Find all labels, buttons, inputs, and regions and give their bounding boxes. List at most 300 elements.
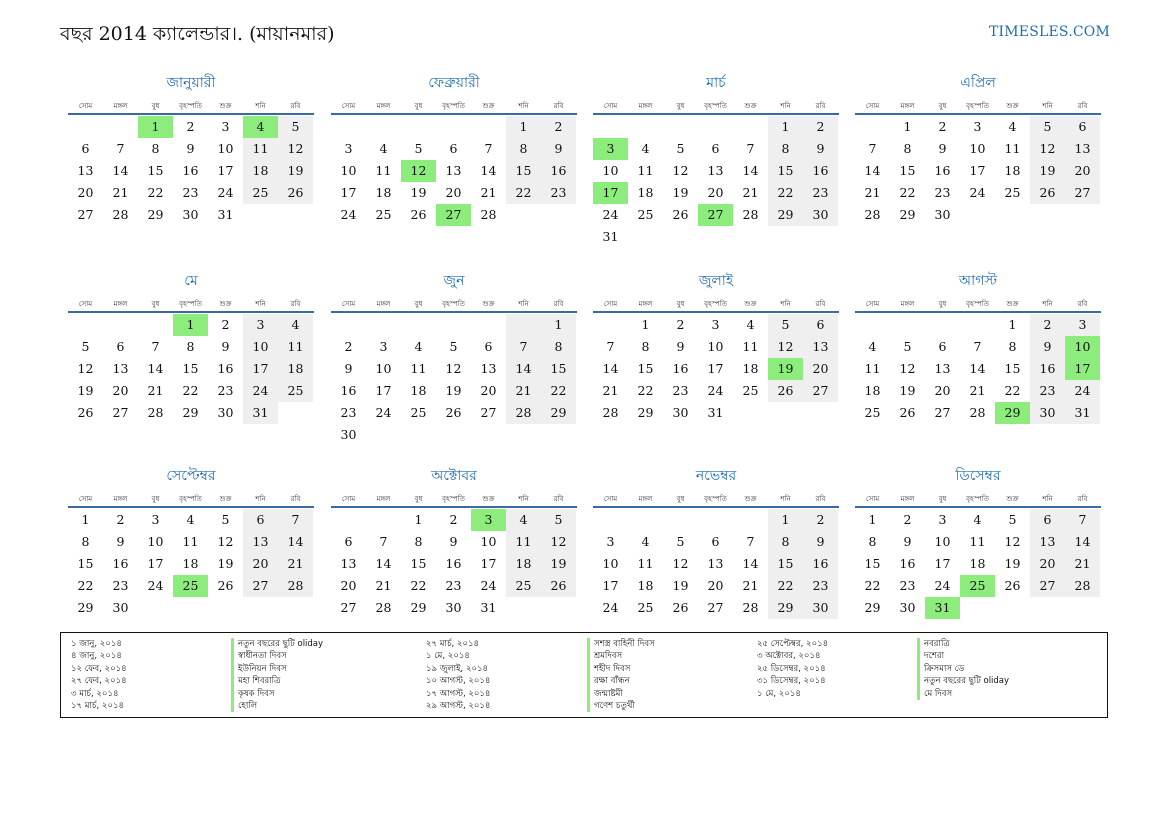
weekday-header — [68, 298, 314, 313]
day-cell: 17 — [1065, 358, 1100, 380]
day-cell: 8 — [768, 138, 803, 160]
weekday-label: সোম — [78, 102, 93, 110]
day-cell: 15 — [768, 553, 803, 575]
day-cell: 23 — [899, 578, 916, 593]
day-cell: 23 — [672, 383, 689, 398]
empty-day-cell — [401, 116, 436, 138]
weekday-header — [855, 493, 1101, 508]
weekday-label: সোম — [341, 102, 356, 110]
day-cell: 5 — [449, 339, 458, 354]
day-cell: 5 — [768, 314, 803, 336]
day-cell: 29 — [77, 600, 94, 615]
day-cell: 9 — [803, 138, 838, 160]
day-cell: 21 — [969, 383, 986, 398]
day-cell: 13 — [480, 361, 497, 376]
day-cell: 21 — [375, 578, 392, 593]
day-cell: 26 — [77, 405, 94, 420]
day-cell: 31 — [1065, 402, 1100, 424]
weekday-label: রবি — [1077, 495, 1088, 503]
weekday-label: শনি — [780, 495, 791, 503]
day-cell: 4 — [243, 116, 278, 138]
day-cell: 2 — [221, 317, 230, 332]
legend-names-col-2 — [587, 638, 655, 712]
day-cell: 29 — [637, 405, 654, 420]
legend-entry: মে দিবস — [917, 688, 1009, 700]
day-cell: 18 — [506, 553, 541, 575]
day-cell: 1 — [414, 512, 423, 527]
day-cell: 16 — [541, 160, 576, 182]
day-cell: 31 — [217, 207, 234, 222]
day-cell: 11 — [375, 163, 392, 178]
day-cell: 20 — [445, 185, 462, 200]
day-cell: 10 — [969, 141, 986, 156]
weekday-label: শনি — [1042, 102, 1053, 110]
day-cell: 3 — [711, 317, 720, 332]
empty-day-cell — [471, 116, 506, 138]
day-cell: 4 — [1008, 119, 1017, 134]
empty-day-cell — [628, 116, 663, 138]
weekday-label: শনি — [1042, 495, 1053, 503]
day-cell: 27 — [707, 600, 724, 615]
day-cell: 12 — [541, 531, 576, 553]
day-grid — [68, 116, 314, 226]
weekday-label: শনি — [518, 495, 529, 503]
day-cell: 7 — [484, 141, 493, 156]
day-cell: 8 — [151, 141, 160, 156]
day-grid — [68, 509, 314, 619]
day-cell: 22 — [637, 383, 654, 398]
day-grid — [855, 509, 1101, 619]
weekday-label: বৃহস্পতি — [179, 300, 202, 308]
day-cell: 15 — [637, 361, 654, 376]
day-cell: 3 — [471, 509, 506, 531]
day-cell: 3 — [1065, 314, 1100, 336]
day-cell: 11 — [506, 531, 541, 553]
day-cell: 27 — [934, 405, 951, 420]
day-cell: 28 — [506, 402, 541, 424]
day-cell: 4 — [641, 141, 650, 156]
day-grid — [68, 314, 314, 424]
weekday-label: শুক্র — [744, 495, 757, 503]
day-cell: 2 — [116, 512, 125, 527]
weekday-label: বৃহস্পতি — [704, 300, 727, 308]
empty-day-cell — [436, 116, 471, 138]
month-block — [593, 72, 839, 248]
day-cell: 15 — [506, 160, 541, 182]
day-cell: 13 — [803, 336, 838, 358]
day-cell: 6 — [116, 339, 125, 354]
day-cell: 19 — [217, 556, 234, 571]
day-cell: 24 — [969, 185, 986, 200]
day-cell: 27 — [1030, 575, 1065, 597]
day-cell: 15 — [410, 556, 427, 571]
day-cell: 27 — [436, 204, 471, 226]
weekday-label: রবি — [815, 495, 826, 503]
day-cell: 18 — [278, 358, 313, 380]
day-cell: 9 — [676, 339, 685, 354]
day-cell: 21 — [602, 383, 619, 398]
weekday-label: বৃহস্পতি — [179, 495, 202, 503]
day-cell: 1 — [173, 314, 208, 336]
weekday-label: বৃহস্পতি — [966, 102, 989, 110]
day-cell: 31 — [243, 402, 278, 424]
weekday-label: শুক্র — [482, 102, 495, 110]
day-cell: 3 — [151, 512, 160, 527]
day-cell: 11 — [182, 534, 199, 549]
day-cell: 12 — [672, 556, 689, 571]
empty-day-cell — [593, 509, 628, 531]
page-title: বছর 2014 ক্যালেন্ডার।. (মায়ানমার) — [60, 23, 335, 45]
day-cell: 27 — [1065, 182, 1100, 204]
weekday-label: মঙ্গল — [113, 300, 128, 308]
day-cell: 22 — [768, 575, 803, 597]
day-cell: 27 — [112, 405, 129, 420]
legend-entry: ৩ অক্টোবর, ২০১৪ — [757, 651, 821, 662]
day-cell: 10 — [480, 534, 497, 549]
day-cell: 4 — [746, 317, 755, 332]
day-cell: 31 — [925, 597, 960, 619]
legend-entry: হোলি — [231, 700, 323, 712]
day-cell: 23 — [217, 383, 234, 398]
day-cell: 15 — [182, 361, 199, 376]
day-cell: 22 — [182, 383, 199, 398]
day-cell: 22 — [410, 578, 427, 593]
day-cell: 20 — [803, 358, 838, 380]
day-cell: 18 — [637, 578, 654, 593]
month-name: এপ্রিল — [960, 75, 996, 91]
day-cell: 31 — [707, 405, 724, 420]
day-cell: 16 — [934, 163, 951, 178]
day-cell: 28 — [112, 207, 129, 222]
empty-day-cell — [698, 116, 733, 138]
day-cell: 1 — [768, 509, 803, 531]
day-cell: 30 — [672, 405, 689, 420]
month-name: অক্টোবর — [431, 468, 477, 484]
day-cell: 20 — [77, 185, 94, 200]
day-cell: 14 — [864, 163, 881, 178]
day-cell: 20 — [1065, 160, 1100, 182]
day-grid — [593, 314, 839, 424]
day-cell: 24 — [243, 380, 278, 402]
day-cell: 13 — [1065, 138, 1100, 160]
day-cell: 2 — [803, 509, 838, 531]
empty-day-cell — [401, 314, 436, 336]
empty-day-cell — [855, 314, 890, 336]
day-cell: 17 — [375, 383, 392, 398]
day-cell: 23 — [803, 575, 838, 597]
weekday-header — [331, 298, 577, 313]
day-cell: 9 — [541, 138, 576, 160]
day-cell: 22 — [541, 380, 576, 402]
day-cell: 19 — [1004, 556, 1021, 571]
month-name: জুলাই — [698, 273, 734, 289]
day-cell: 17 — [243, 358, 278, 380]
empty-day-cell — [138, 314, 173, 336]
weekday-label: শুক্র — [1006, 495, 1019, 503]
legend-names-col-1 — [231, 638, 323, 712]
day-cell: 13 — [340, 556, 357, 571]
day-cell: 1 — [541, 314, 576, 336]
day-cell: 21 — [480, 185, 497, 200]
day-cell: 28 — [969, 405, 986, 420]
day-cell: 26 — [541, 575, 576, 597]
day-cell: 2 — [938, 119, 947, 134]
legend-entry: নবরাত্রি — [917, 638, 1009, 650]
day-cell: 3 — [938, 512, 947, 527]
day-cell: 11 — [243, 138, 278, 160]
day-cell: 30 — [1030, 402, 1065, 424]
day-cell: 19 — [541, 553, 576, 575]
day-cell: 12 — [445, 361, 462, 376]
day-cell: 10 — [602, 556, 619, 571]
weekday-label: বুধ — [676, 495, 685, 503]
day-cell: 13 — [112, 361, 129, 376]
legend-entry: দশেরা — [917, 650, 1009, 662]
weekday-label: সোম — [341, 495, 356, 503]
day-cell: 5 — [676, 141, 685, 156]
day-cell: 10 — [217, 141, 234, 156]
legend-entry: ১৭ মার্চ, ২০১৪ — [71, 700, 125, 711]
weekday-label: শনি — [780, 300, 791, 308]
day-cell: 18 — [637, 185, 654, 200]
day-cell: 1 — [768, 116, 803, 138]
day-cell: 21 — [278, 553, 313, 575]
day-cell: 8 — [1008, 339, 1017, 354]
day-cell: 5 — [221, 512, 230, 527]
legend-entry: সশস্ত্র বাহিনী দিবস — [587, 638, 655, 650]
legend-entry: নতুন বছরের ছুটি oliday — [917, 675, 1009, 687]
day-cell: 13 — [934, 361, 951, 376]
day-cell: 10 — [1065, 336, 1100, 358]
weekday-label: বুধ — [676, 102, 685, 110]
day-cell: 12 — [768, 336, 803, 358]
empty-day-cell — [593, 116, 628, 138]
weekday-label: সোম — [865, 300, 880, 308]
month-block — [331, 465, 577, 619]
day-cell: 7 — [1065, 509, 1100, 531]
empty-day-cell — [855, 116, 890, 138]
weekday-header — [331, 493, 577, 508]
day-cell: 30 — [899, 600, 916, 615]
day-cell: 27 — [77, 207, 94, 222]
day-cell: 3 — [606, 534, 615, 549]
day-cell: 9 — [903, 534, 912, 549]
day-cell: 14 — [278, 531, 313, 553]
day-cell: 7 — [379, 534, 388, 549]
day-cell: 21 — [742, 578, 759, 593]
day-cell: 14 — [742, 556, 759, 571]
day-cell: 31 — [480, 600, 497, 615]
day-cell: 6 — [938, 339, 947, 354]
day-cell: 8 — [868, 534, 877, 549]
empty-day-cell — [366, 314, 401, 336]
day-cell: 14 — [602, 361, 619, 376]
day-cell: 6 — [1030, 509, 1065, 531]
day-grid — [593, 509, 839, 619]
day-cell: 2 — [676, 317, 685, 332]
day-cell: 23 — [1030, 380, 1065, 402]
empty-day-cell — [663, 509, 698, 531]
month-name: ফেব্রুয়ারী — [428, 75, 480, 91]
weekday-label: সোম — [603, 495, 618, 503]
weekday-label: রবি — [290, 495, 301, 503]
day-grid — [593, 116, 839, 248]
legend-entry: ২৫ সেপ্টেম্বর, ২০১৪ — [757, 639, 829, 649]
month-name: নভেম্বর — [695, 468, 737, 484]
day-cell: 20 — [340, 578, 357, 593]
day-cell: 14 — [1065, 531, 1100, 553]
legend-entry: ২৫ ডিসেম্বর, ২০১৪ — [757, 663, 826, 674]
day-cell: 29 — [768, 204, 803, 226]
day-cell: 24 — [602, 207, 619, 222]
weekday-label: শনি — [1042, 300, 1053, 308]
day-cell: 28 — [147, 405, 164, 420]
legend-entry: ক্রিসমাস ডে — [917, 663, 1009, 675]
weekday-label: মঙ্গল — [376, 102, 391, 110]
legend-dates-col-3 — [757, 638, 828, 700]
day-cell: 8 — [641, 339, 650, 354]
day-cell: 12 — [401, 160, 436, 182]
empty-day-cell — [506, 314, 541, 336]
day-cell: 28 — [742, 600, 759, 615]
day-cell: 14 — [969, 361, 986, 376]
day-cell: 13 — [1030, 531, 1065, 553]
weekday-label: বুধ — [414, 300, 423, 308]
day-cell: 29 — [147, 207, 164, 222]
day-cell: 22 — [768, 182, 803, 204]
day-cell: 13 — [707, 556, 724, 571]
day-cell: 16 — [112, 556, 129, 571]
legend-entry: রক্ষা বাঁন্ধন — [587, 675, 655, 687]
weekday-label: বৃহস্পতি — [704, 102, 727, 110]
legend-entry: মহা শিবরাত্রি — [231, 675, 323, 687]
day-cell: 27 — [803, 380, 838, 402]
day-cell: 17 — [217, 163, 234, 178]
legend-entry: ১ মে, ২০১৪ — [426, 651, 470, 662]
day-cell: 7 — [278, 509, 313, 531]
empty-day-cell — [436, 314, 471, 336]
month-block — [593, 270, 839, 424]
day-cell: 18 — [375, 185, 392, 200]
day-cell: 7 — [746, 534, 755, 549]
day-cell: 20 — [707, 185, 724, 200]
day-cell: 24 — [480, 578, 497, 593]
day-cell: 5 — [541, 509, 576, 531]
day-cell: 15 — [77, 556, 94, 571]
legend-entry: ২৭ ফেব, ২০১৪ — [71, 676, 127, 687]
day-cell: 30 — [803, 204, 838, 226]
day-cell: 13 — [707, 163, 724, 178]
weekday-header — [593, 298, 839, 313]
legend-entry: ২৭ মার্চ, ২০১৪ — [426, 639, 480, 649]
day-cell: 17 — [480, 556, 497, 571]
day-cell: 9 — [1030, 336, 1065, 358]
day-cell: 23 — [541, 182, 576, 204]
day-cell: 12 — [672, 163, 689, 178]
day-cell: 4 — [414, 339, 423, 354]
month-block — [855, 465, 1101, 619]
day-cell: 21 — [864, 185, 881, 200]
weekday-label: মঙ্গল — [900, 102, 915, 110]
day-cell: 17 — [147, 556, 164, 571]
day-cell: 25 — [375, 207, 392, 222]
legend-entry: শ্রমদিবস — [587, 650, 655, 662]
day-cell: 3 — [593, 138, 628, 160]
day-cell: 6 — [484, 339, 493, 354]
day-cell: 15 — [1004, 361, 1021, 376]
day-cell: 29 — [768, 597, 803, 619]
legend-entry: ইউনিয়ন দিবস — [231, 663, 323, 675]
day-cell: 29 — [864, 600, 881, 615]
day-cell: 30 — [445, 600, 462, 615]
weekday-label: বৃহস্পতি — [704, 495, 727, 503]
day-cell: 7 — [606, 339, 615, 354]
weekday-label: বুধ — [151, 102, 160, 110]
weekday-label: শনি — [518, 300, 529, 308]
day-cell: 19 — [278, 160, 313, 182]
weekday-label: শনি — [518, 102, 529, 110]
day-cell: 19 — [672, 185, 689, 200]
empty-day-cell — [593, 314, 628, 336]
legend-entry: গণেশ চতুর্থী — [587, 700, 655, 712]
day-cell: 25 — [637, 600, 654, 615]
site-link[interactable]: TIMESLES.COM — [989, 24, 1110, 40]
weekday-label: রবি — [553, 495, 564, 503]
day-cell: 12 — [217, 534, 234, 549]
day-cell: 4 — [641, 534, 650, 549]
day-cell: 26 — [278, 182, 313, 204]
day-cell: 25 — [742, 383, 759, 398]
day-cell: 15 — [768, 160, 803, 182]
day-cell: 7 — [506, 336, 541, 358]
empty-day-cell — [103, 116, 138, 138]
day-cell: 26 — [1030, 182, 1065, 204]
empty-day-cell — [628, 509, 663, 531]
legend-entry: ১০ আগস্ট, ২০১৪ — [426, 676, 491, 687]
day-cell: 13 — [77, 163, 94, 178]
weekday-label: বৃহস্পতি — [966, 300, 989, 308]
day-cell: 3 — [379, 339, 388, 354]
day-cell: 2 — [1030, 314, 1065, 336]
day-cell: 29 — [410, 600, 427, 615]
empty-day-cell — [331, 314, 366, 336]
weekday-header — [68, 493, 314, 508]
day-cell: 25 — [173, 575, 208, 597]
day-cell: 26 — [768, 380, 803, 402]
weekday-label: রবি — [290, 300, 301, 308]
legend-entry: ১২ ফেব, ২০১৪ — [71, 663, 127, 674]
day-cell: 21 — [1065, 553, 1100, 575]
day-cell: 26 — [445, 405, 462, 420]
day-cell: 1 — [138, 116, 173, 138]
day-cell: 15 — [899, 163, 916, 178]
day-cell: 24 — [707, 383, 724, 398]
month-block — [855, 72, 1101, 226]
day-cell: 23 — [112, 578, 129, 593]
day-grid — [331, 509, 577, 619]
day-cell: 29 — [182, 405, 199, 420]
day-cell: 1 — [1008, 317, 1017, 332]
day-cell: 20 — [480, 383, 497, 398]
day-cell: 21 — [112, 185, 129, 200]
weekday-label: সোম — [341, 300, 356, 308]
weekday-label: সোম — [603, 300, 618, 308]
day-cell: 22 — [899, 185, 916, 200]
day-cell: 29 — [995, 402, 1030, 424]
month-block — [68, 465, 314, 619]
day-cell: 3 — [973, 119, 982, 134]
weekday-label: বৃহস্পতি — [442, 495, 465, 503]
